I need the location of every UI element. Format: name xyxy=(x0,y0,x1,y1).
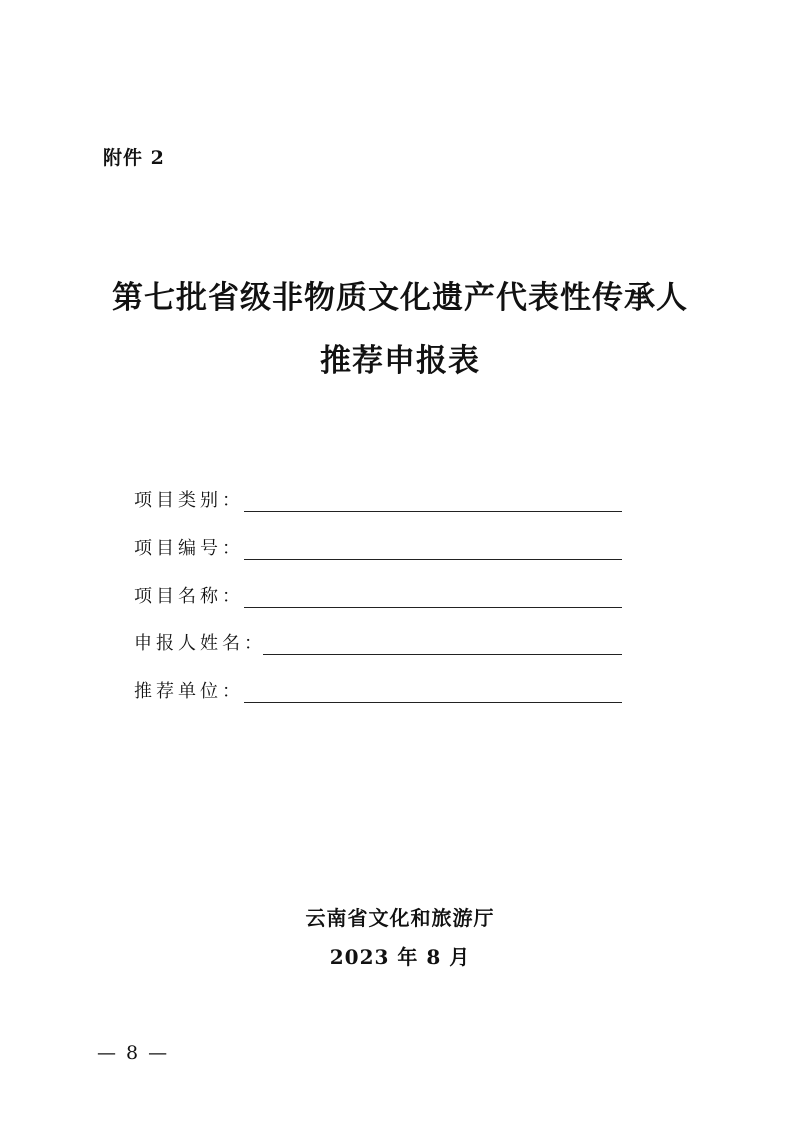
issuer-name: 云南省文化和旅游厅 xyxy=(305,906,495,930)
field-blank-line[interactable] xyxy=(244,607,622,608)
field-blank-line[interactable] xyxy=(244,559,622,560)
document-title-line-1: 第七批省级非物质文化遗产代表性传承人 xyxy=(112,280,688,316)
field-blank-line[interactable] xyxy=(244,702,622,703)
form-field-project-name xyxy=(134,578,622,608)
issue-date: 2023 年 8 月 xyxy=(329,945,471,969)
form-field-project-number xyxy=(134,530,622,560)
field-label: 项目编号： xyxy=(134,538,244,559)
field-blank-line[interactable] xyxy=(244,511,622,512)
document-title-line-2: 推荐申报表 xyxy=(320,343,480,379)
field-label: 项目名称： xyxy=(134,586,244,607)
field-label: 申报人姓名： xyxy=(134,633,266,654)
form-field-applicant-name xyxy=(134,625,622,655)
field-blank-line[interactable] xyxy=(263,654,622,655)
page-number: — 8 — xyxy=(97,1042,170,1064)
form-field-recommending-unit xyxy=(134,673,622,703)
form-field-project-category xyxy=(134,482,622,512)
attachment-label: 附件 2 xyxy=(103,147,165,169)
field-label: 推荐单位： xyxy=(134,681,244,702)
field-label: 项目类别： xyxy=(134,490,244,511)
